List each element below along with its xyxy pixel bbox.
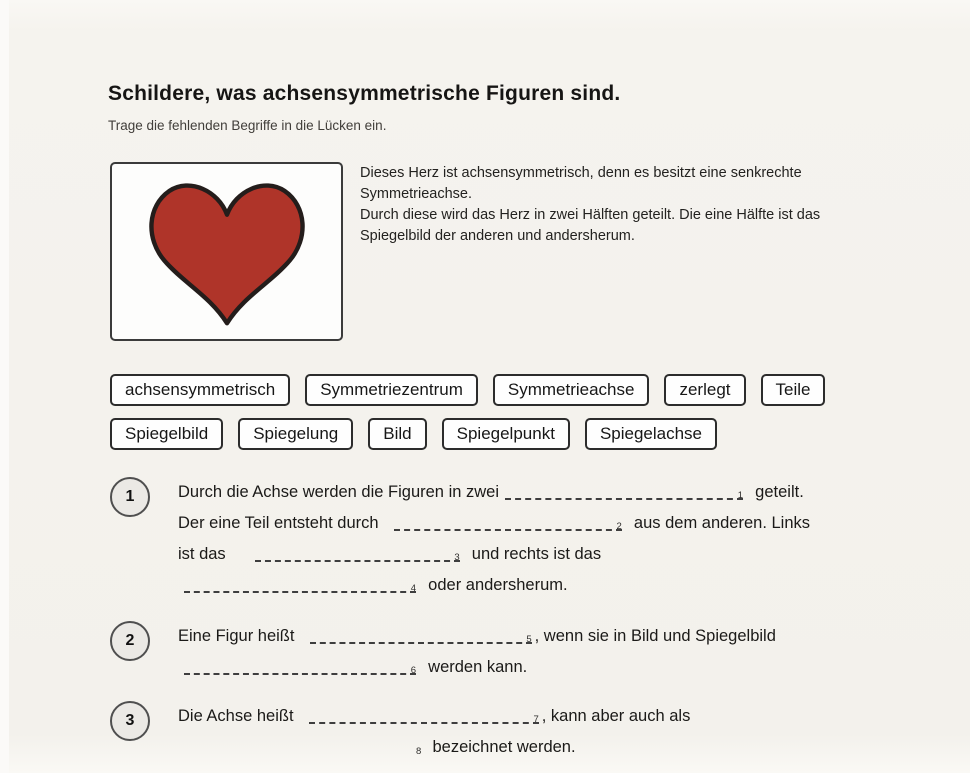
intro-line: Spiegelbild der anderen und andersherum. [360,228,635,244]
question-number-badge: 2 [110,621,150,661]
fill-blank-6[interactable] [184,659,416,675]
word-bank-chip[interactable]: zerlegt [664,374,745,406]
question-line [178,652,776,683]
intro-line: Durch diese wird das Herz in zwei Hälften geteilt. Die eine Hälfte ist das [360,207,821,223]
question-text-segment: aus dem anderen. Links [624,514,811,532]
question-line [178,539,810,570]
question-line [178,477,810,508]
question-text-segment: Eine Figur heißt [178,627,304,645]
word-bank-chip[interactable]: Symmetriezentrum [305,374,478,406]
page-title: Schildere, was achsensymmetrische Figuren sind. [108,82,621,105]
question-line [178,508,810,539]
blank-number: 1 [737,489,744,501]
question-text-segment: oder andersherum. [419,576,568,594]
word-bank-chip[interactable]: Spiegelachse [585,418,717,450]
blank-number: 4 [410,582,416,594]
word-bank-chip[interactable]: achsensymmetrisch [110,374,290,406]
question-text-segment: werden kann. [419,658,528,676]
question-text-segment: , wenn sie in Bild und Spiegelbild [534,627,776,645]
blank-number: 7 [533,713,539,725]
question-text-segment: Die Achse heißt [178,707,303,725]
word-bank-row [110,418,732,450]
word-bank-chip[interactable]: Spiegelbild [110,418,223,450]
fill-blank-2[interactable] [394,515,622,531]
blank-number: 6 [410,664,416,676]
word-bank-chip[interactable]: Teile [761,374,826,406]
intro-paragraph [360,163,960,247]
heart-shape [151,185,302,323]
blank-number: 3 [454,551,460,563]
blank-number: 8 [416,746,422,757]
question-number-badge: 1 [110,477,150,517]
word-bank-chip[interactable]: Bild [368,418,426,450]
fill-blank-1[interactable] [505,484,743,500]
blank-number: 5 [526,633,532,645]
question [110,477,810,601]
question-text [178,701,690,763]
question-line [178,701,690,732]
question-text [178,477,810,601]
question-text-segment: , kann aber auch als [541,707,691,725]
question-text-segment: Der eine Teil entsteht durch [178,514,388,532]
word-bank-row [110,374,840,406]
question-text-segment: und rechts ist das [462,545,602,563]
heart-icon [141,174,313,330]
question-line [178,621,776,652]
fill-blank-3[interactable] [255,546,460,562]
heart-illustration-box [110,162,343,341]
word-bank-chip[interactable]: Spiegelpunkt [442,418,570,450]
question-text-segment: Durch die Achse werden die Figuren in zwei [178,483,500,501]
intro-line: Symmetrieachse. [360,186,473,202]
intro-line: Dieses Herz ist achsensymmetrisch, denn es besitzt eine senkrechte [360,165,802,181]
fill-blank-4[interactable] [184,577,416,593]
word-bank-chip[interactable]: Symmetrieachse [493,374,650,406]
question [110,621,776,683]
page-edge [0,0,9,773]
question-text-segment: bezeichnet werden. [423,738,576,756]
blank-gap [178,751,416,752]
question-text [178,621,776,683]
question-number-badge: 3 [110,701,150,741]
question-line [178,732,690,763]
question-text-segment: geteilt. [746,483,804,501]
fill-blank-7[interactable] [309,708,539,724]
question-line [178,570,810,601]
fill-blank-5[interactable] [310,628,532,644]
word-bank-chip[interactable]: Spiegelung [238,418,353,450]
page-subtitle: Trage die fehlenden Begriffe in die Lücken ein. [108,118,387,133]
question [110,701,690,763]
question-text-segment: ist das [178,545,249,563]
blank-number: 2 [616,520,622,532]
